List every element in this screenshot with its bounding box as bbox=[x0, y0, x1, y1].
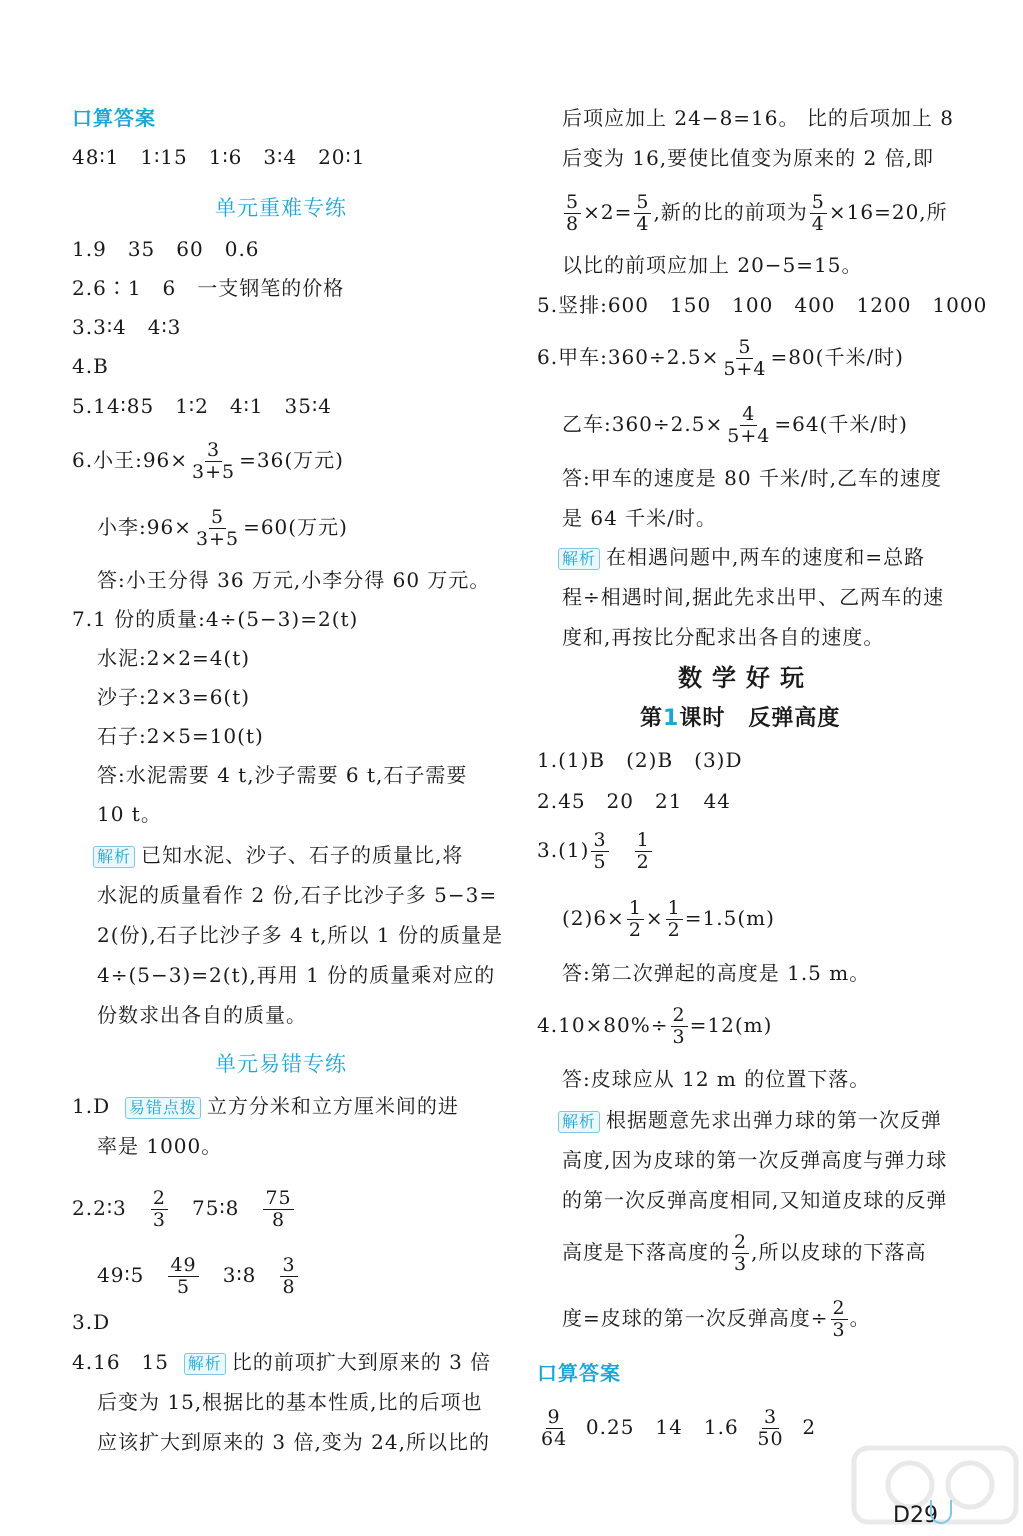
answer-7-line-2: 水泥:2×2=4(t) bbox=[97, 646, 251, 670]
fraction: $\frac{2}{3}$ bbox=[832, 1297, 846, 1341]
kousuan-title: 口算答案 bbox=[72, 106, 156, 130]
lesson-title: 第1课时 反弹高度 bbox=[640, 706, 841, 731]
answer-p2: 2.45 20 21 44 bbox=[537, 789, 731, 813]
fraction: $\frac{2}{3}$ bbox=[672, 1004, 686, 1048]
kousuan-line-2: $\frac{9}{64}$ 0.25 14 1.6 $\frac{3}{50}$ 2 bbox=[541, 1406, 817, 1450]
jiexi-tag: 解析 bbox=[184, 1353, 226, 1375]
jiexi-3-line-2: 高度,因为皮球的第一次反弹高度与弹力球 bbox=[562, 1148, 948, 1172]
answer-r6-conclusion-2: 是 64 千米/时。 bbox=[562, 506, 717, 530]
section-title-chongnan: 单元重难专练 bbox=[215, 196, 347, 220]
jiexi-1-line-5: 份数求出各自的质量。 bbox=[97, 1003, 307, 1027]
answer-p4-line-1: 4.10×80%÷ $\frac{2}{3}$ =12(m) bbox=[537, 1004, 773, 1048]
fraction: $\frac{3}{8}$ bbox=[282, 1254, 296, 1298]
answer-3: 3.3∶4 4∶3 bbox=[72, 315, 182, 339]
jiexi-2-line-3: 度和,再按比分配求出各自的速度。 bbox=[562, 625, 885, 649]
yicuo-4-line-3: 应该扩大到原来的 3 倍,变为 24,所以比的 bbox=[97, 1430, 490, 1454]
fraction: $\frac{1}{2}$ bbox=[628, 897, 642, 941]
jiexi-3-line-1: 解析 根据题意先求出弹力球的第一次反弹 bbox=[558, 1108, 942, 1133]
fraction: $\frac{5}{5+4}$ bbox=[723, 336, 767, 380]
answer-6-line-2: 小李:96× $\frac{5}{3+5}$ =60(万元) bbox=[97, 506, 348, 550]
answer-7-line-6: 10 t。 bbox=[97, 802, 162, 826]
yicuo-tag: 易错点拨 bbox=[125, 1097, 201, 1119]
fraction: $\frac{2}{3}$ bbox=[152, 1187, 166, 1231]
section-title-yicuo: 单元易错专练 bbox=[215, 1052, 347, 1076]
fraction: $\frac{9}{64}$ bbox=[541, 1406, 568, 1450]
jiexi-1-line-4: 4÷(5−3)=2(t),再用 1 份的质量乘对应的 bbox=[97, 963, 496, 987]
fraction: $\frac{4}{5+4}$ bbox=[727, 403, 771, 447]
answer-r6-line-2: 乙车:360÷2.5× $\frac{4}{5+4}$ =64(千米/时) bbox=[562, 403, 908, 447]
answer-p4-conclusion: 答:皮球应从 12 m 的位置下落。 bbox=[562, 1067, 871, 1091]
answer-7-line-3: 沙子:2×3=6(t) bbox=[97, 685, 251, 709]
cont-line-3: $\frac{5}{8}$ ×2= $\frac{5}{4}$ ,新的比的前项为 $\frac{5}{4}$ ×16=20,所 bbox=[566, 191, 948, 235]
yicuo-3: 3.D bbox=[72, 1310, 111, 1334]
jiexi-tag: 解析 bbox=[93, 846, 135, 868]
answer-7-line-1: 7.1 份的质量:4÷(5−3)=2(t) bbox=[72, 607, 359, 631]
fraction: $\frac{75}{8}$ bbox=[265, 1187, 292, 1231]
answer-p3-line-1: 3.(1) $\frac{3}{5}$ $\frac{1}{2}$ bbox=[537, 829, 650, 873]
answer-r5: 5.竖排:600 150 100 400 1200 1000 bbox=[537, 293, 988, 317]
page-mark-icon bbox=[930, 1500, 952, 1524]
yicuo-4-line-2: 后变为 15,根据比的基本性质,比的后项也 bbox=[97, 1390, 483, 1414]
jiexi-tag: 解析 bbox=[558, 1111, 600, 1133]
fraction: $\frac{3}{5}$ bbox=[593, 829, 607, 873]
yicuo-1-line-1: 1.D 易错点拨 立方分米和立方厘米间的进 bbox=[72, 1094, 459, 1118]
cont-line-4: 以比的前项应加上 20−5=15。 bbox=[562, 253, 863, 277]
section-title-shuxue-haowan: 数学好玩 bbox=[678, 664, 814, 692]
answer-p3-conclusion: 答:第二次弹起的高度是 1.5 m。 bbox=[562, 961, 871, 985]
jiexi-tag: 解析 bbox=[558, 548, 600, 570]
answer-4: 4.B bbox=[72, 354, 109, 378]
answer-6-conclusion: 答:小王分得 36 万元,小李分得 60 万元。 bbox=[97, 568, 491, 592]
yicuo-2-line-2: 49∶5 $\frac{49}{5}$ 3∶8 $\frac{3}{8}$ bbox=[97, 1254, 296, 1298]
fraction: $\frac{1}{2}$ bbox=[667, 897, 681, 941]
jiexi-2-line-2: 程÷相遇时间,据此先求出甲、乙两车的速 bbox=[562, 585, 945, 609]
answer-7-line-4: 石子:2×5=10(t) bbox=[97, 724, 264, 748]
fraction: $\frac{3}{50}$ bbox=[757, 1406, 784, 1450]
fraction: $\frac{5}{4}$ bbox=[811, 191, 825, 235]
fraction: $\frac{1}{2}$ bbox=[636, 829, 650, 873]
answer-p3-line-2: (2)6× $\frac{1}{2}$ × $\frac{1}{2}$ =1.5(m) bbox=[562, 897, 775, 941]
cont-line-1: 后项应加上 24−8=16。 比的后项加上 8 bbox=[562, 106, 954, 130]
jiexi-3-line-5: 度=皮球的第一次反弹高度÷ $\frac{2}{3}$ 。 bbox=[562, 1297, 871, 1341]
answer-7-line-5: 答:水泥需要 4 t,沙子需要 6 t,石子需要 bbox=[97, 763, 468, 787]
jiexi-1-line-3: 2(份),石子比沙子多 4 t,所以 1 份的质量是 bbox=[97, 923, 503, 947]
jiexi-3-line-3: 的第一次反弹高度相同,又知道皮球的反弹 bbox=[562, 1188, 948, 1212]
yicuo-2-line-1: 2.2∶3 $\frac{2}{3}$ 75∶8 $\frac{75}{8}$ bbox=[72, 1187, 292, 1231]
jiexi-1-line-1: 解析 已知水泥、沙子、石子的质量比,将 bbox=[93, 843, 463, 868]
fraction: $\frac{5}{3+5}$ bbox=[195, 506, 240, 550]
answer-r6-line-1: 6.甲车:360÷2.5× $\frac{5}{5+4}$ =80(千米/时) bbox=[537, 336, 904, 380]
answer-5: 5.14∶85 1∶2 4∶1 35∶4 bbox=[72, 394, 332, 418]
answer-p1: 1.(1)B (2)B (3)D bbox=[537, 748, 743, 772]
cont-line-2: 后变为 16,要使比值变为原来的 2 倍,即 bbox=[562, 146, 934, 170]
jiexi-2-line-1: 解析 在相遇问题中,两车的速度和=总路 bbox=[558, 545, 925, 570]
yicuo-1-line-2: 率是 1000。 bbox=[97, 1134, 223, 1158]
answer-6-line-1: 6.小王:96× $\frac{3}{3+5}$ =36(万元) bbox=[72, 439, 344, 483]
answer-1: 1.9 35 60 0.6 bbox=[72, 237, 260, 261]
kousuan-line: 48∶1 1∶15 1∶6 3∶4 20∶1 bbox=[72, 145, 366, 169]
yicuo-4-line-1: 4.16 15 解析 比的前项扩大到原来的 3 倍 bbox=[72, 1350, 492, 1374]
kousuan-title-2: 口算答案 bbox=[537, 1361, 621, 1385]
answer-2: 2.6∶1 6 一支钢笔的价格 bbox=[72, 276, 345, 300]
fraction: $\frac{5}{4}$ bbox=[636, 191, 650, 235]
fraction: $\frac{5}{8}$ bbox=[566, 191, 580, 235]
fraction: $\frac{49}{5}$ bbox=[170, 1254, 197, 1298]
fraction: $\frac{2}{3}$ bbox=[734, 1231, 748, 1275]
jiexi-1-line-2: 水泥的质量看作 2 份,石子比沙子多 5−3= bbox=[97, 883, 498, 907]
fraction: $\frac{3}{3+5}$ bbox=[192, 439, 236, 483]
answer-r6-conclusion-1: 答:甲车的速度是 80 千米/时,乙车的速度 bbox=[562, 466, 942, 490]
page-number: D29 bbox=[893, 1503, 938, 1528]
jiexi-3-line-4: 高度是下落高度的 $\frac{2}{3}$ ,所以皮球的下落高 bbox=[562, 1231, 927, 1275]
